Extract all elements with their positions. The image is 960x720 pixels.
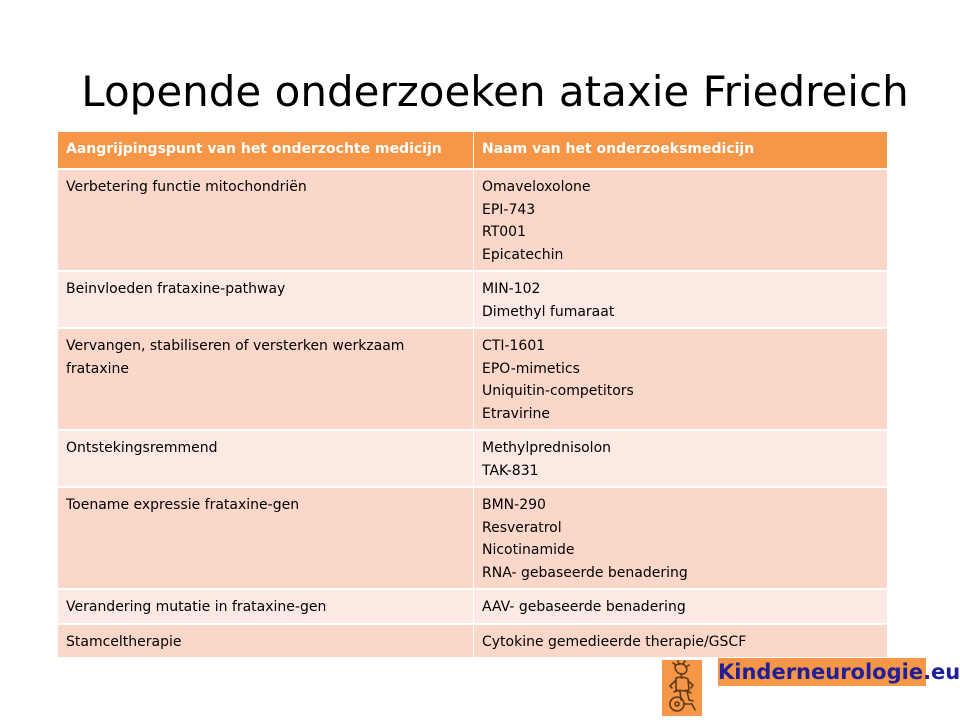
drug-cell: [474, 487, 888, 589]
target-text: Vervangen, stabiliseren of versterken werkzaam: [66, 338, 405, 354]
child-figure-icon: [662, 660, 702, 716]
drug-name: TAK-831: [482, 462, 539, 479]
table-row: [58, 624, 888, 659]
table-header-row: [58, 132, 888, 169]
table-row: [58, 430, 888, 487]
drug-name: CTI-1601: [482, 338, 546, 354]
table-row: [58, 589, 888, 624]
kinderneurologie-logo: [662, 658, 960, 716]
target-cell: [58, 169, 474, 271]
table-row: [58, 487, 888, 589]
table-row: [58, 169, 888, 271]
target-text: Ontstekingsremmend: [66, 440, 218, 456]
drug-cell: [474, 169, 888, 271]
target-text: Beinvloeden frataxine-pathway: [66, 281, 286, 297]
target-cell: [58, 271, 474, 328]
drug-name: Nicotinamide: [482, 542, 575, 558]
column-header-drug: Naam van het onderzoeksmedicijn: [474, 132, 888, 169]
drug-name: Uniquitin-competitors: [482, 383, 634, 399]
drug-name: MIN-102: [482, 281, 541, 297]
target-cell: [58, 624, 474, 659]
drug-name: Resveratrol: [482, 519, 562, 536]
drug-name: EPO-mimetics: [482, 360, 580, 377]
target-text: Verbetering functie mitochondriën: [66, 179, 307, 195]
drug-name: RNA- gebaseerde benadering: [482, 564, 688, 581]
drug-name: EPI-743: [482, 201, 536, 218]
drug-name: AAV- gebaseerde benadering: [482, 599, 686, 615]
target-text: frataxine: [66, 360, 129, 377]
drug-name: Methylprednisolon: [482, 440, 612, 456]
target-cell: [58, 487, 474, 589]
drug-cell: [474, 271, 888, 328]
research-table: [57, 132, 888, 659]
drug-cell: [474, 328, 888, 430]
drug-name: RT001: [482, 224, 526, 240]
drug-name: BMN-290: [482, 497, 546, 513]
drug-name: Dimethyl fumaraat: [482, 303, 615, 320]
target-text: Toename expressie frataxine-gen: [66, 497, 300, 513]
column-header-target: Aangrijpingspunt van het onderzochte medicijn: [58, 132, 474, 169]
target-cell: [58, 328, 474, 430]
drug-cell: [474, 624, 888, 659]
target-cell: [58, 430, 474, 487]
table-row: [58, 271, 888, 328]
target-cell: [58, 589, 474, 624]
drug-name: Epicatechin: [482, 246, 564, 263]
target-text: Verandering mutatie in frataxine-gen: [66, 599, 327, 615]
slide-title: Lopende onderzoeken ataxie Friedreich: [81, 67, 909, 116]
drug-name: Etravirine: [482, 405, 550, 422]
drug-cell: [474, 589, 888, 624]
table-body: [58, 169, 888, 658]
drug-cell: [474, 430, 888, 487]
target-text: Stamceltherapie: [66, 633, 182, 650]
drug-name: Omaveloxolone: [482, 179, 591, 195]
drug-name: Cytokine gemedieerde therapie/GSCF: [482, 633, 747, 650]
table-row: [58, 328, 888, 430]
logo-text: Kinderneurologie.eu: [718, 660, 960, 684]
